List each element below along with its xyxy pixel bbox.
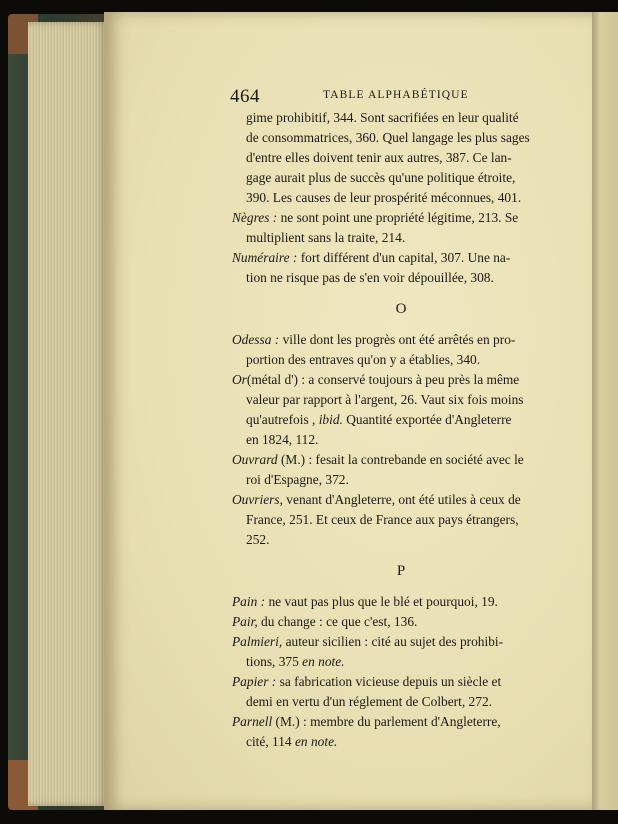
entry-text: ville dont les progrès ont été arrêtés en pro- — [279, 332, 516, 347]
entry-line — [230, 268, 552, 288]
entry-text: (M.) : membre du parlement d'Angleterre, — [272, 714, 501, 729]
entry-text: tion ne risque pas de s'en voir dépouillée, 308. — [246, 270, 494, 285]
entry-line — [230, 390, 552, 410]
entry-line — [230, 208, 552, 228]
index-entry — [230, 208, 552, 248]
entry-line — [230, 108, 552, 128]
entry-text: portion des entraves qu'on y a établies, 340. — [246, 352, 481, 367]
entry-text: de consommatrices, 360. Quel langage les plus sages — [246, 130, 530, 145]
entry-line — [230, 732, 552, 752]
entry-text: (M.) : fesait la contrebande en société avec le — [277, 452, 524, 467]
entry-term: Pain : — [232, 594, 266, 609]
entry-text: roi d'Espagne, 372. — [246, 472, 349, 487]
entry-line — [230, 128, 552, 148]
entry-term: Ouvriers — [232, 492, 280, 507]
entry-line — [230, 530, 552, 550]
entry-line — [230, 228, 552, 248]
index-entry — [230, 712, 552, 752]
entry-text: auteur sicilien : cité au sujet des prohibi- — [282, 634, 504, 649]
entry-line — [230, 470, 552, 490]
entry-text: 390. Les causes de leur prospérité méconnues, 401. — [246, 190, 522, 205]
entry-text: cité, 114 en note. — [246, 734, 338, 749]
section-letter: P — [396, 563, 406, 579]
index-entry — [230, 330, 552, 370]
entry-line — [230, 350, 552, 370]
index-entry — [230, 672, 552, 712]
index-entry — [230, 370, 552, 450]
page-number: 464 — [230, 86, 260, 107]
index-entry — [230, 490, 552, 550]
entry-text: demi en vertu d'un réglement de Colbert, 272. — [246, 694, 492, 709]
section-letter: O — [395, 301, 407, 317]
entry-line — [230, 370, 552, 390]
entry-line — [230, 188, 552, 208]
running-head: TABLE ALPHABÉTIQUE — [323, 89, 469, 101]
entry-line — [230, 490, 552, 510]
entry-text: fort différent d'un capital, 307. Une na- — [297, 250, 511, 265]
entry-text: ne vaut pas plus que le blé et pourquoi, 19. — [265, 594, 498, 609]
entry-text: 252. — [246, 532, 270, 547]
entry-text: du change : ce que c'est, 136. — [257, 614, 418, 629]
entry-line — [230, 692, 552, 712]
entry-text: multiplient sans la traite, 214. — [246, 230, 406, 245]
entry-text: , venant d'Angleterre, ont été utiles à ceux de — [279, 492, 521, 507]
index-entry — [230, 592, 552, 612]
index-text — [230, 86, 552, 752]
index-entry — [230, 108, 552, 208]
page-header — [230, 86, 552, 108]
index-entry — [230, 248, 552, 288]
entry-line — [230, 712, 552, 732]
entry-line — [230, 510, 552, 530]
entry-term: Odessa : — [232, 332, 280, 347]
entry-line — [230, 592, 552, 612]
entry-line — [230, 612, 552, 632]
entry-text: France, 251. Et ceux de France aux pays étrangers, — [246, 512, 519, 527]
entry-term: Or — [232, 372, 247, 387]
entry-term: Palmieri, — [232, 634, 283, 649]
entry-line — [230, 248, 552, 268]
entry-line — [230, 450, 552, 470]
entry-term: Ouvrard — [232, 452, 278, 467]
entry-term: Pair, — [232, 614, 258, 629]
index-entries — [230, 108, 552, 752]
entry-text: tions, 375 en note. — [246, 654, 345, 669]
entry-term: Papier : — [232, 674, 277, 689]
entry-term: Nègres : — [232, 210, 278, 225]
entry-text: gage aurait plus de succès qu'une politique étroite, — [246, 170, 516, 185]
page-edges — [28, 22, 108, 806]
entry-term: Parnell — [232, 714, 273, 729]
entry-text: gime prohibitif, 344. Sont sacrifiées en leur qualité — [246, 110, 519, 125]
entry-line — [230, 652, 552, 672]
entry-text: sa fabrication vicieuse depuis un siècle et — [276, 674, 502, 689]
entry-line — [230, 330, 552, 350]
entry-text: ne sont point une propriété légitime, 213. Se — [277, 210, 519, 225]
entry-line — [230, 410, 552, 430]
next-page-edge — [592, 12, 618, 810]
entry-line — [230, 148, 552, 168]
entry-text: valeur par rapport à l'argent, 26. Vaut six fois moins — [246, 392, 524, 407]
entry-line — [230, 168, 552, 188]
index-entry — [230, 450, 552, 490]
entry-term: Numéraire : — [232, 250, 298, 265]
entry-text: en 1824, 112. — [246, 432, 319, 447]
entry-line — [230, 632, 552, 652]
entry-text: qu'autrefois , ibid. Quantité exportée d'Angleterre — [246, 412, 512, 427]
entry-line — [230, 672, 552, 692]
entry-text: (métal d') : a conservé toujours à peu près la même — [246, 372, 520, 387]
entry-line — [230, 430, 552, 450]
index-entry — [230, 632, 552, 672]
index-entry — [230, 612, 552, 632]
entry-text: d'entre elles doivent tenir aux autres, 387. Ce lan- — [246, 150, 512, 165]
